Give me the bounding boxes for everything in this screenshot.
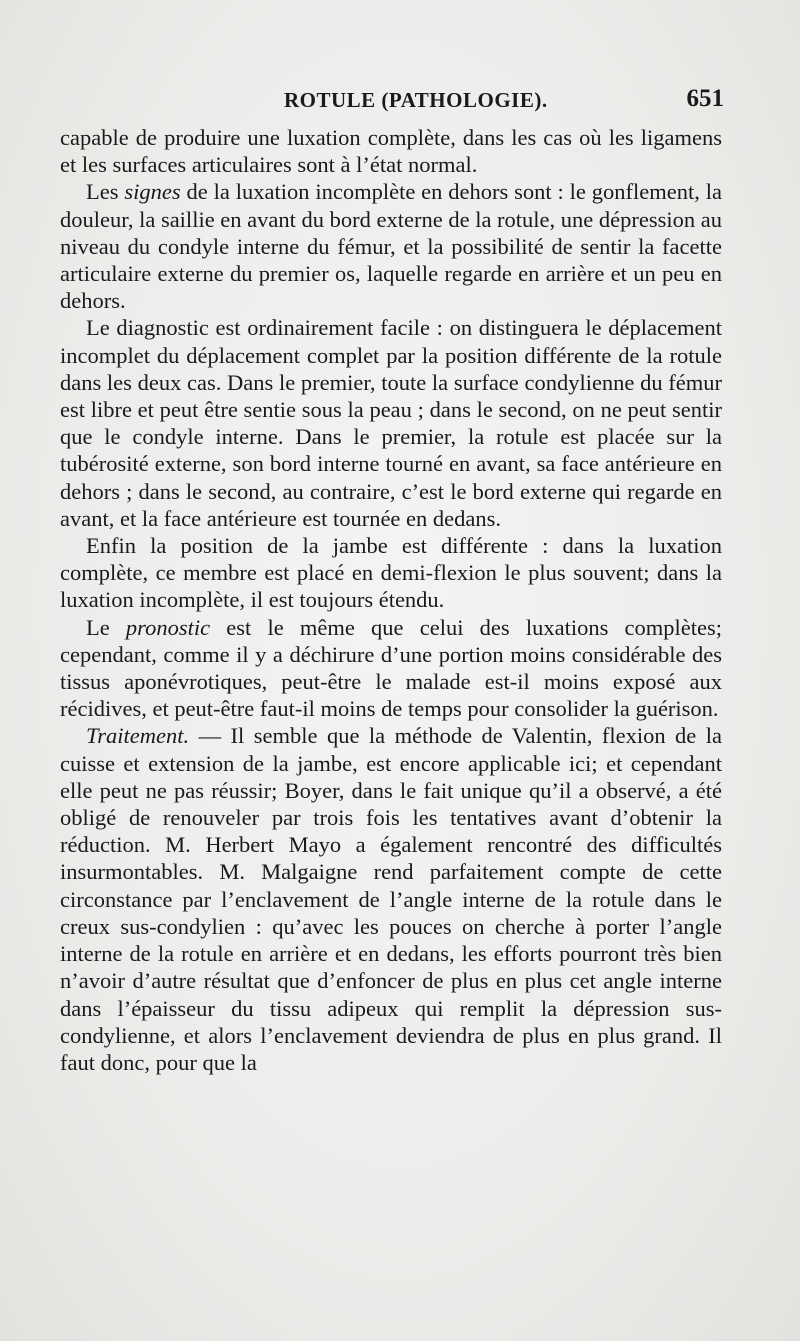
running-title: ROTULE (PATHOLOGIE). bbox=[284, 88, 548, 112]
paragraph-position-jambe: Enfin la position de la jambe est différente : dans la luxation complète, ce membre est placé en demi-flexion le plus souvent; dans la luxation incomplète, il est toujours étendu. bbox=[60, 533, 722, 613]
page-number: 651 bbox=[686, 85, 724, 112]
page-header bbox=[60, 85, 724, 118]
paragraph-pronostic: Le pronostic est le même que celui des luxations complètes; cependant, comme il y a déchirure d’une portion moins considérable des tissus aponévrotiques, peut-être le malade est-il moins exposé aux récidives, et peut-être faut-il moins de temps pour consolider la guérison. bbox=[60, 614, 722, 722]
paragraph-continuation: capable de produire une luxation complète, dans les cas où les ligamens et les surfaces articulaires sont à l’état normal. bbox=[60, 125, 722, 178]
paragraph-traitement: Traitement. — Il semble que la méthode de Valentin, flexion de la cuisse et extension de la jambe, est encore applicable ici; et cependant elle peut ne pas réussir; Boyer, dans le fait unique qu’il a observé, a été obligé de renouveler par trois fois les tentatives avant d’obtenir la réduction. M. Herbert Mayo a également rencontré des difficultés insurmontables. M. Malgaigne rend parfaitement compte de cette circonstance par l’enclavement de l’angle interne de la rotule dans le creux sus-condylien : qu’avec les pouces on cherche à porter l’angle interne de la rotule en arrière et en dedans, les efforts pourront très bien n’avoir d’autre résultat que d’enfoncer de plus en plus cet angle interne dans l’épaisseur du tissu adipeux qui remplit la dépression sus-condylienne, et alors l’enclavement deviendra de plus en plus grand. Il faut donc, pour que la bbox=[60, 723, 722, 1075]
paragraph-diagnostic: Le diagnostic est ordinairement facile : on distinguera le déplacement incomplet du déplacement complet par la position différente de la rotule dans les deux cas. Dans le premier, toute la surface condylienne du fémur est libre et peut être sentie sous la peau ; dans le second, on ne peut sentir que le condyle interne. Dans le premier, la rotule est placée sur la tubérosité externe, son bord interne tourné en avant, sa face antérieure en dehors ; dans le second, au contraire, c’est le bord externe qui regarde en avant, et la face antérieure est tournée en dedans. bbox=[60, 315, 722, 531]
paragraph-signes: Les signes de la luxation incomplète en dehors sont : le gonflement, la douleur, la saillie en avant du bord externe de la rotule, une dépression au niveau du condyle interne du fémur, et la possibilité de sentir la facette articulaire externe du premier os, laquelle regarde en arrière et un peu en dehors. bbox=[60, 179, 722, 314]
body-text bbox=[60, 124, 722, 1076]
